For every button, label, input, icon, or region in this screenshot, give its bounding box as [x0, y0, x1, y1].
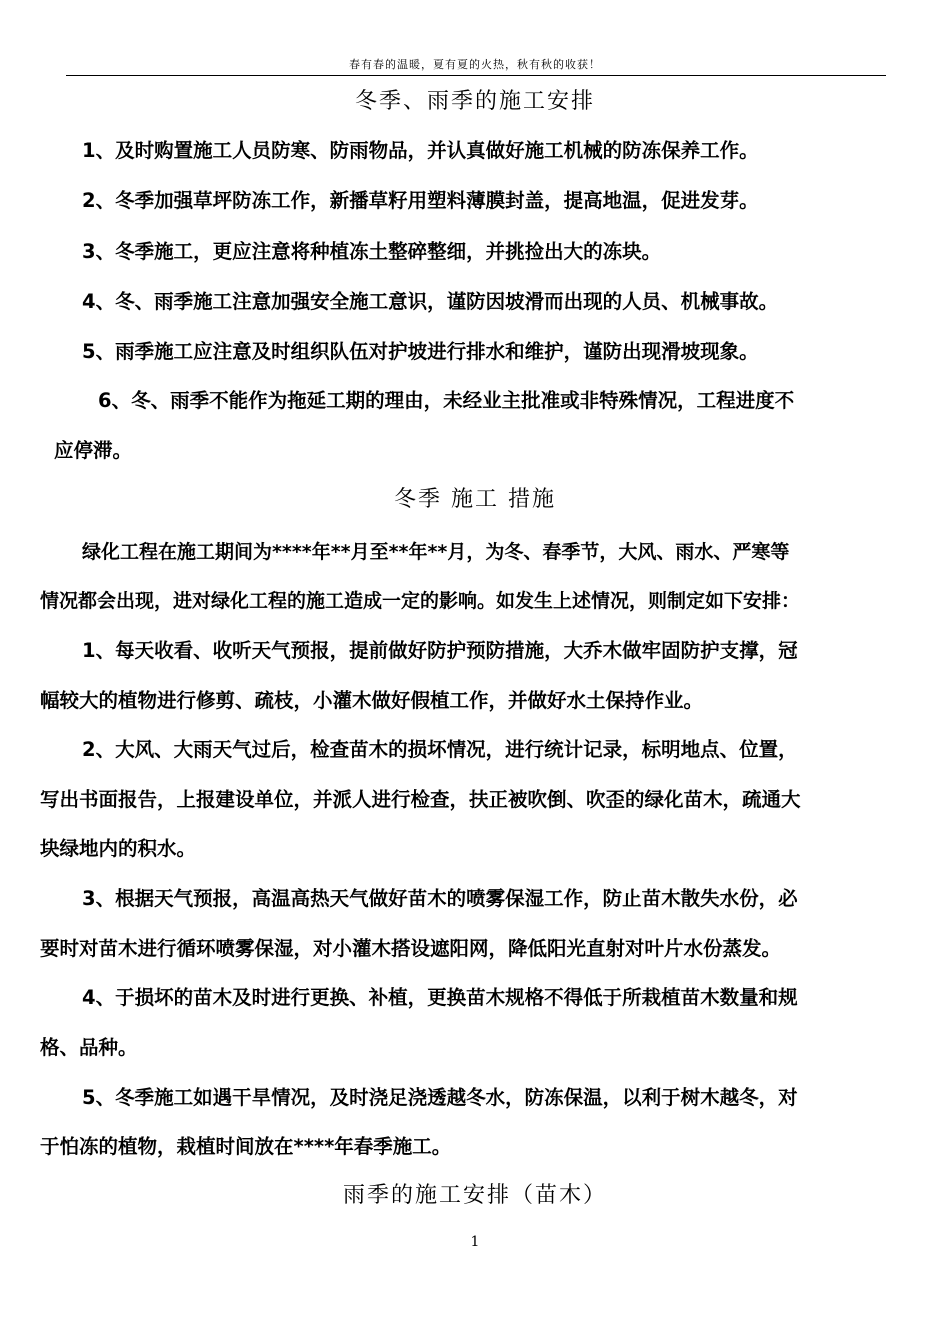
s2-item-1: 1、每天收看、收听天气预报，提前做好防护预防措施，大乔木做牢固防护支撑，冠: [82, 639, 798, 662]
s1-item-6-cont: 应停滞。: [54, 439, 133, 462]
s2-item-4: 4、于损坏的苗木及时进行更换、补植，更换苗木规格不得低于所栽植苗木数量和规: [82, 986, 798, 1009]
s1-item-4: 4、冬、雨季施工注意加强安全施工意识，谨防因坡滑而出现的人员、机械事故。: [82, 290, 779, 313]
section-title-winter-measures: 冬季 施工 措施: [394, 487, 556, 512]
s2-item-3: 3、根据天气预报，高温高热天气做好苗木的喷雾保湿工作，防止苗木散失水份，必: [82, 887, 798, 910]
s2-item-5-cont: 于怕冻的植物，栽植时间放在****年春季施工。: [40, 1135, 452, 1158]
page-header: 春有春的温暖，夏有夏的火热，秋有秋的收获！: [349, 58, 601, 71]
s1-item-2: 2、冬季加强草坪防冻工作，新播草籽用塑料薄膜封盖，提高地温，促进发芽。: [82, 189, 759, 212]
s2-item-4-cont: 格、品种。: [40, 1036, 138, 1059]
s2-item-2: 2、大风、大雨天气过后，检查苗木的损坏情况，进行统计记录，标明地点、位置，: [82, 738, 798, 761]
s1-item-5: 5、雨季施工应注意及时组织队伍对护坡进行排水和维护，谨防出现滑坡现象。: [82, 340, 759, 363]
s2-intro-line-2: 情况都会出现，进对绿化工程的施工造成一定的影响。如发生上述情况，则制定如下安排：: [40, 590, 801, 612]
s2-item-3-cont: 要时对苗木进行循环喷雾保湿，对小灌木搭设遮阳网，降低阳光直射对叶片水份蒸发。: [40, 937, 782, 960]
s2-intro-line-1: 绿化工程在施工期间为****年**月至**年**月，为冬、春季节，大风、雨水、严寒等: [82, 541, 790, 563]
s1-item-3: 3、冬季施工，更应注意将种植冻土整碎整细，并挑捡出大的冻块。: [82, 240, 662, 263]
s1-item-6: 6、冬、雨季不能作为拖延工期的理由，未经业主批准或非特殊情况，工程进度不: [98, 389, 795, 412]
s2-item-2-cont-1: 写出书面报告，上报建设单位，并派人进行检查，扶正被吹倒、吹歪的绿化苗木，疏通大: [40, 788, 801, 811]
s1-item-1: 1、及时购置施工人员防寒、防雨物品，并认真做好施工机械的防冻保养工作。: [82, 139, 759, 162]
s2-item-1-cont: 幅较大的植物进行修剪、疏枝，小灌木做好假植工作，并做好水土保持作业。: [40, 689, 704, 712]
page-number: 1: [470, 1234, 480, 1250]
section-title-winter-rainy: 冬季、雨季的施工安排: [354, 89, 595, 114]
header-rule: [66, 75, 886, 76]
section-title-rainy-seedlings: 雨季的施工安排（苗木）: [342, 1183, 607, 1208]
s2-item-2-cont-2: 块绿地内的积水。: [40, 837, 197, 860]
s2-item-5: 5、冬季施工如遇干旱情况，及时浇足浇透越冬水，防冻保温，以利于树木越冬，对: [82, 1086, 798, 1109]
